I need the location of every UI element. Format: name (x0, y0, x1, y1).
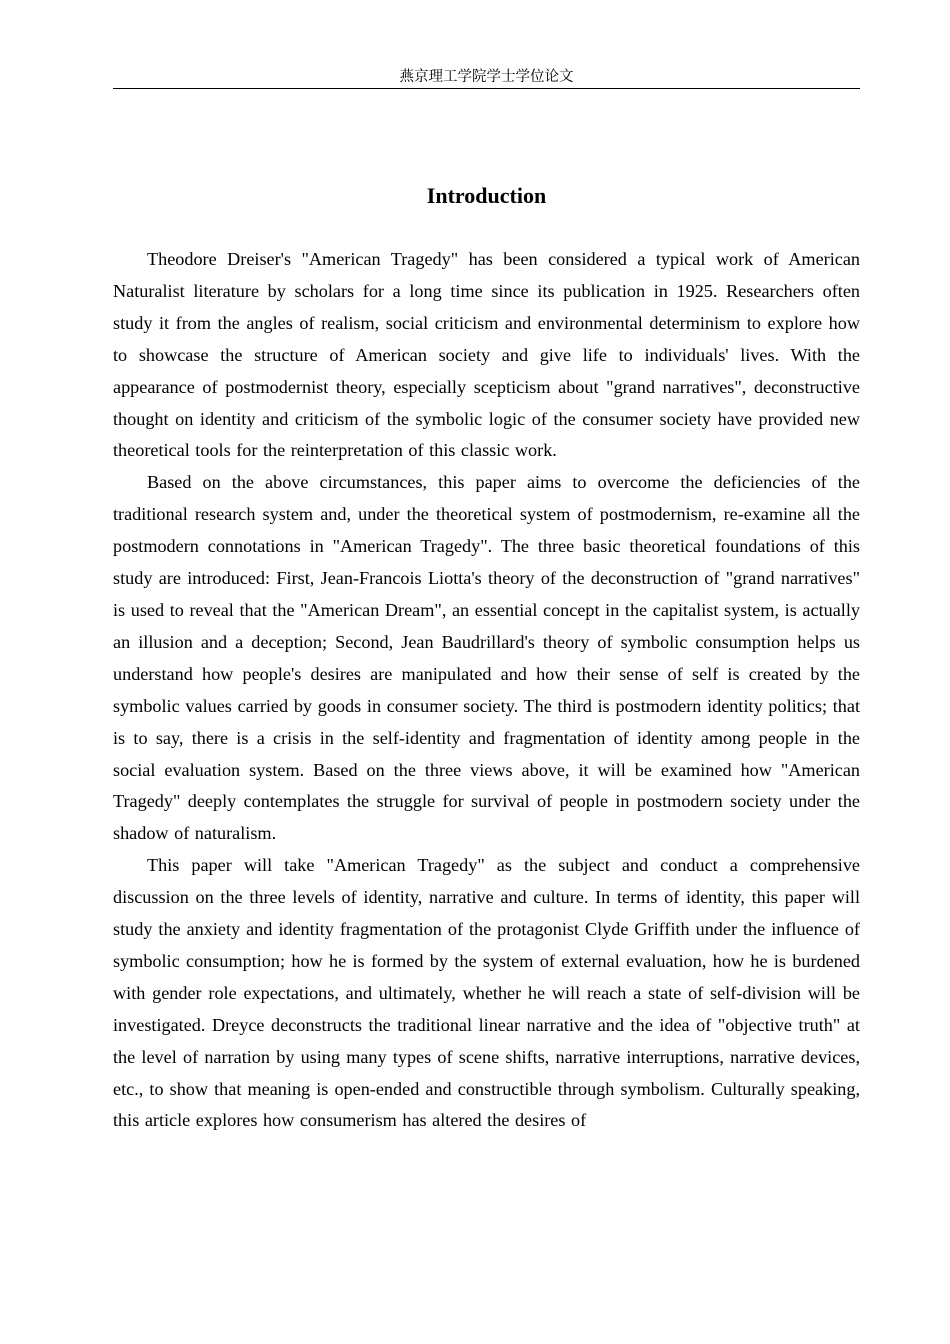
paragraph: Theodore Dreiser's "American Tragedy" has been considered a typical work of American Naturalist literature by scholars for a long time since its publication in 1925. Researchers often study it from the angles of realism, social criticism and environmental determinism to explore how to showcase the structure of American society and give life to individuals' lives. With the appearance of postmodernist theory, especially scepticism about "grand narratives", deconstructive thought on identity and criticism of the symbolic logic of the consumer society have provided new theoretical tools for the reinterpretation of this classic work. (113, 249, 860, 461)
paragraph: Based on the above circumstances, this paper aims to overcome the deficiencies of the traditional research system and, under the theoretical system of postmodernism, re-examine all the postmodern connotations in "American Tragedy". The three basic theoretical foundations of this study are introduced: First, Jean-Francois Liotta's theory of the deconstruction of "grand narratives" is used to reveal that the "American Dream", an essential concept in the capitalist system, is actually an illusion and a deception; Second, Jean Baudrillard's theory of symbolic consumption helps us understand how people's desires are manipulated and how their sense of self is created by the symbolic values carried by goods in consumer society. The third is postmodern identity politics; that is to say, there is a crisis in the self-identity and fragmentation of identity among people in the social evaluation system. Based on the three views above, it will be examined how "American Tragedy" deeply contemplates the struggle for survival of people in postmodern society under the shadow of naturalism. (113, 472, 860, 844)
document-body (113, 176, 860, 1137)
paragraph: This paper will take "American Tragedy" as the subject and conduct a comprehensive discussion on the three levels of identity, narrative and culture. In terms of identity, this paper will study the anxiety and identity fragmentation of the protagonist Clyde Griffith under the influence of symbolic consumption; how he is formed by the system of external evaluation, how he is burdened with gender role expectations, and ultimately, whether he will reach a state of self-division will be investigated. Dreyce deconstructs the traditional linear narrative and the idea of "objective truth" at the level of narration by using many types of scene shifts, narrative interruptions, narrative devices, etc., to show that meaning is open-ended and constructible through symbolism. Culturally speaking, this article explores how consumerism has altered the desires of (113, 855, 860, 1131)
header-title: 燕京理工学院学士学位论文 (399, 69, 574, 85)
section-title: Introduction (426, 183, 547, 208)
page-header (113, 66, 860, 89)
